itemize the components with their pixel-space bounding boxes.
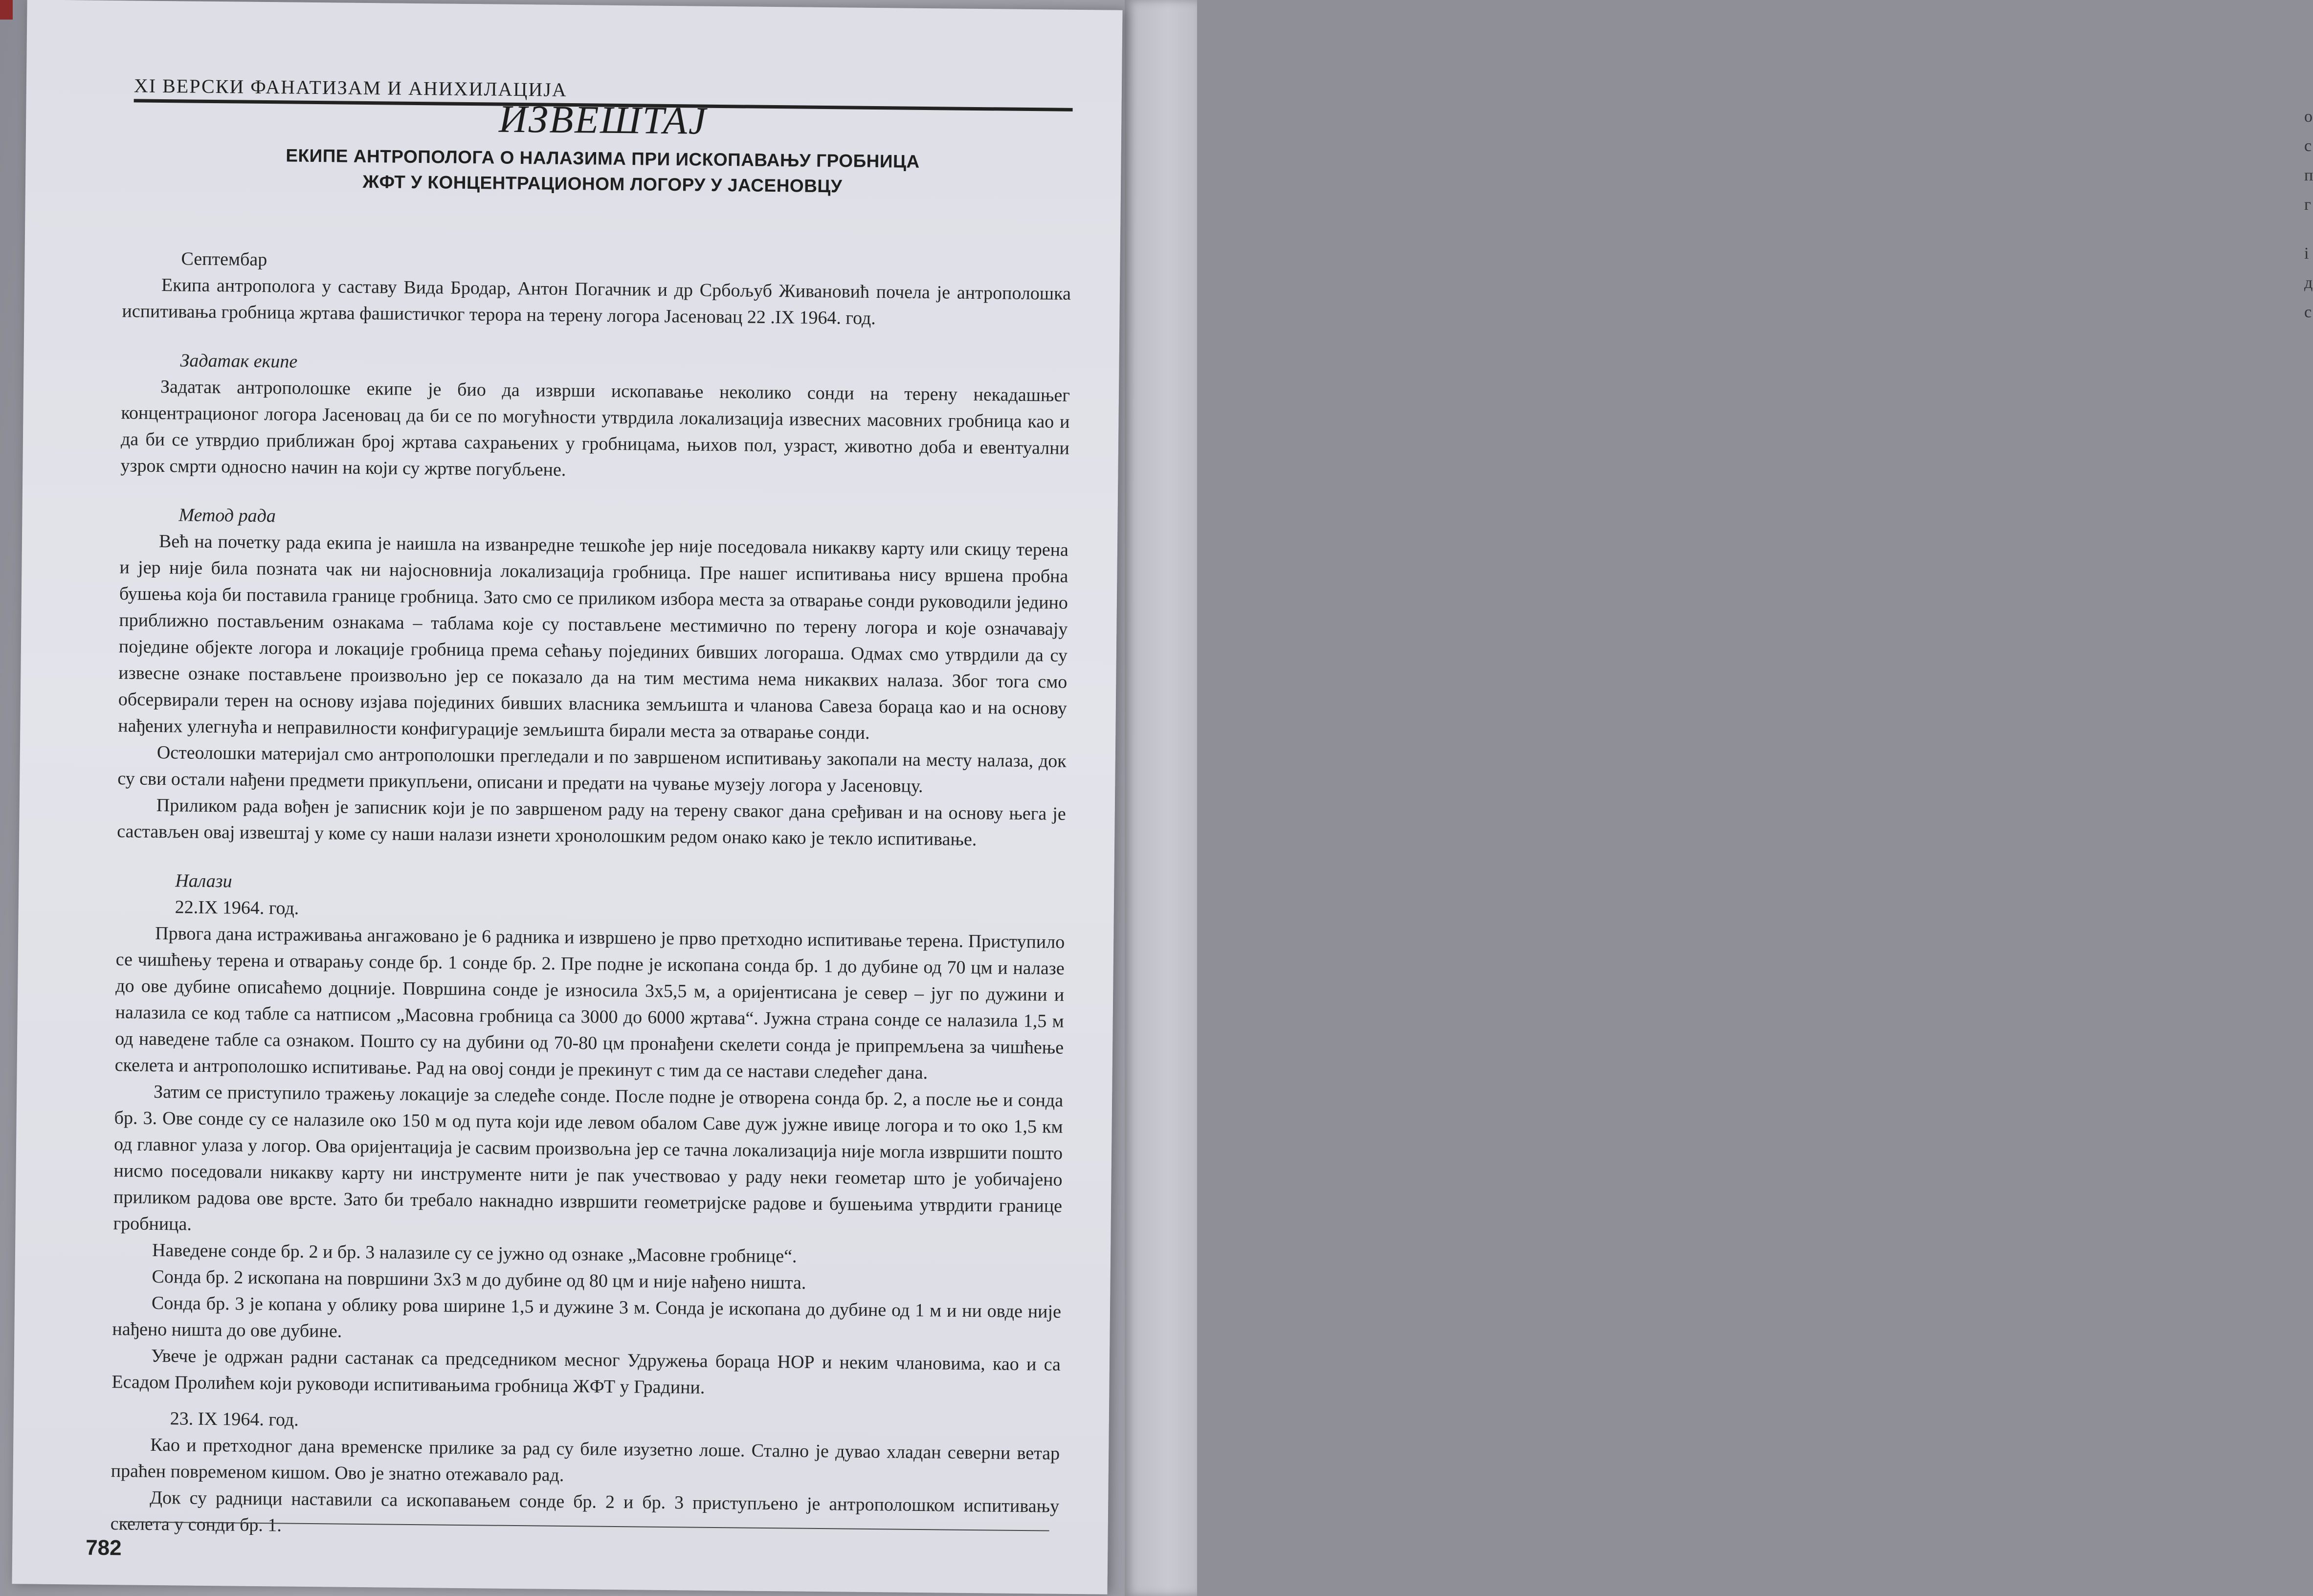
facing-page-glyph: д	[2304, 274, 2313, 292]
paragraph: Екипа антрополога у саставу Вида Бродар, Антон Погачник и др Србољуб Живановић почела је антрополошка испитивања гробница жртава фашистичког терора на терену логора Јасеновац 22 .IX 1964. год.	[122, 274, 1071, 329]
paragraph: Приликом рада вођен је записник који је по завршеном раду на терену сваког дана сређиван и на основу њега је састављен овај извештај у коме су наши налази изнети хронолошким редом онако како је текло испитивање.	[117, 795, 1066, 850]
facing-page-glyph: с	[2304, 137, 2312, 155]
book-corner	[0, 0, 13, 20]
section-heading: Налази	[175, 870, 232, 892]
facing-page-glyph: о	[2304, 108, 2313, 126]
facing-page-glyph: і	[2304, 244, 2309, 263]
paragraph: Док су радници наставили са ископавањем сонде бр. 2 и бр. 3 приступљено је антрополошком испитивању скелета у сонди бр. 1.	[110, 1487, 1060, 1536]
paragraph: Увече је одржан радни састанак са председником месног Удружења бораца НОР и неким члановима, као и са Есадом Пролићем који руководи испитивањима гробница ЖФТ у Градини.	[111, 1345, 1061, 1398]
section-heading: Задатак екипе	[180, 350, 298, 372]
paragraph: Као и претходног дана временске прилике за рад су биле изузетно лоше. Стално је дувао хладан северни ветар праћен повременом кишом. Ово је знатно отежавало рад.	[111, 1434, 1060, 1485]
paragraph: Сонда бр. 2 ископана на површини 3х3 м до дубине од 80 цм и није нађено ништа.	[152, 1266, 806, 1293]
facing-page-glyph: п	[2304, 166, 2313, 184]
book-page	[12, 0, 1123, 1595]
paragraph: Задатак антрополошке екипе је био да изврши ископавање неколико сонди на терену некадашњег концентрационог логора Јасеновац да би се по могућности утврдила локализација извесних масовних гробница као и да би се утврдио приближан број жртава сахрањених у гробницама, њихов пол, узраст, животно доба и евентуални узрок смрти односно начин на који су жртве погубљене.	[120, 376, 1070, 480]
paragraph: Већ на почетку рада екипа је наишла на изванредне тешкоће јер није поседовала никакву карту или скицу терена и јер није била позната чак ни најосновнија локализација гробница. Пре нашег испитивања нису вршена пробна бушења која би поставила границе гробница. Зато смо се приликом избора места за отварање сонди руководили једино приближно постављеним ознакама – таблама које су постављене местимично по терену логора и које означавају поједине објекте логора и локације гробница према сећању појединих бивших логораша. Одмах смо утврдили да су извесне ознаке постављене произвољно јер се показало да на тим местима нема никаквих налаза. Због тога смо обсервирали терен на основу изјава појединих бивших власника земљишта и чланова Савеза бораца као и на основу нађених улегнућа и неправилности конфигурације земљишта бирали места за отварање сонди.	[118, 531, 1069, 743]
facing-page-glyph: с	[2304, 303, 2312, 321]
date-label: 23. IX 1964. год.	[170, 1408, 299, 1430]
section-heading: Метод рада	[178, 505, 276, 527]
paragraph: Остеолошки материјал смо антрополошки прегледали и по завршеном испитивању закопали на месту налаза, док су сви остали нађени предмети прикупљени, описани и предати на чување музеју логора у Јасеновцу.	[117, 742, 1067, 797]
page-body	[110, 245, 1071, 1546]
paragraph: Првога дана истраживања ангажовано је 6 радника и извршено је прво претходно испитивање терена. Приступило се чишћењу терена и отварању сонде бр. 1 сонде бр. 2. Пре подне је ископана сонда бр. 1 до дубине од 70 цм и налазе до ове дубине описаћемо доцније. Површина сонде је износила 3х5,5 м, а оријентисана је север – југ по дужини и налазила се код табле са натписом „Масовна гробница са 3000 до 6000 жртава“. Јужна страна сонде се налазила 1,5 м од наведене табле са ознаком. Пошто су на дубини од 70-80 цм пронађени скелети сонда је припремљена за чишћење скелета и антрополошко испитивање. Рад на овој сонди је прекинут с тим да се настави следећег дана.	[114, 923, 1065, 1084]
paragraph: Наведене сонде бр. 2 и бр. 3 налазиле су се јужно од ознаке „Масовне гробнице“.	[152, 1240, 797, 1267]
paragraph: Сонда бр. 3 је копана у облику рова ширине 1,5 и дужине 3 м. Сонда је ископана до дубине од 1 м и ни овде није нађено ништа до ове дубине.	[112, 1292, 1062, 1342]
document-title: ИЗВЕШТАЈ	[498, 97, 708, 143]
subtitle-line: ЕКИПЕ АНТРОПОЛОГА О НАЛАЗИМА ПРИ ИСКОПАВАЊУ ГРОБНИЦА	[286, 145, 920, 172]
facing-page-edge	[1125, 0, 2313, 1596]
date-label: 22.IX 1964. год.	[175, 897, 299, 919]
subtitle-line: ЖФТ У КОНЦЕНТРАЦИОНОМ ЛОГОРУ У ЈАСЕНОВЦУ	[362, 171, 843, 197]
page-number: 782	[85, 1535, 122, 1560]
paragraph: Затим се приступило тражењу локације за следеће сонде. После подне је отворена сонда бр. 2, а после ње и сонда бр. 3. Ове сонде су се налазиле око 150 м од пута који иде левом обалом Саве дуж јужне ивице логора и то око 1,5 км од главног улаза у логор. Ова оријентација је сасвим произвољна јер се тачна локализација није могла извршити пошто нисмо поседовали никакву карту ни инструменте нити је пак учествовао у раду неки геометар што је уобичајено приликом радова ове врсте. Зато би требало накнадно извршити геометријске радове и бушењима утврдити границе гробница.	[113, 1081, 1064, 1235]
document-subtitle	[231, 142, 975, 200]
running-head-text: XI ВЕРСКИ ФАНАТИЗАМ И АНИХИЛАЦИЈА	[133, 74, 568, 101]
month-label: Септембар	[181, 248, 267, 270]
facing-page-glyph: г	[2304, 196, 2311, 214]
